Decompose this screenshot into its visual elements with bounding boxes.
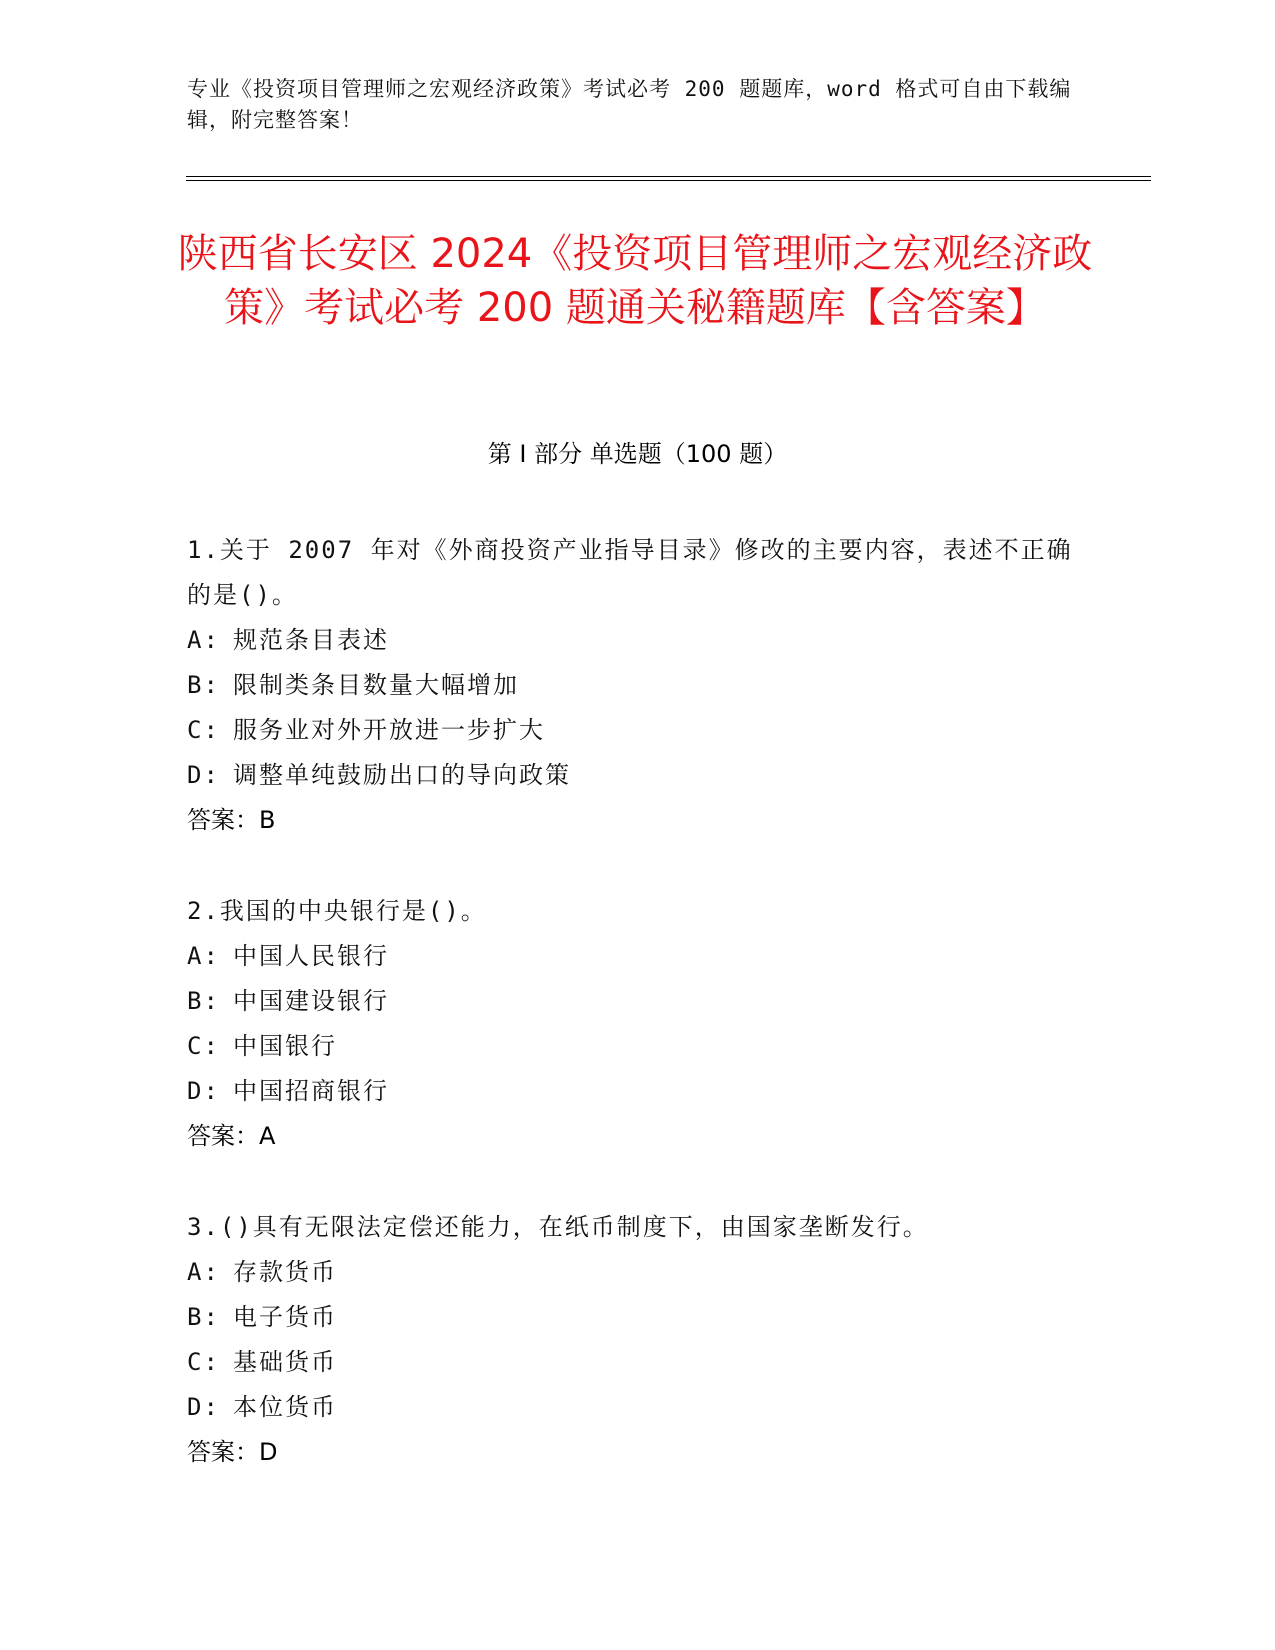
question-3: [187, 1205, 1087, 1475]
option-letter: C:: [187, 716, 220, 744]
question-stem: 2.我国的中央银行是()。: [187, 897, 487, 925]
option-b: [187, 663, 1087, 708]
option-letter: D:: [187, 761, 220, 789]
option-a: [187, 1250, 1087, 1295]
answer-line: 答案：A: [187, 1122, 276, 1150]
section-title: 第 I 部分 单选题（100 题）: [487, 440, 788, 468]
option-letter: C:: [187, 1348, 220, 1376]
option-c: [187, 1340, 1087, 1385]
option-b: [187, 979, 1087, 1024]
option-letter: A:: [187, 1258, 220, 1286]
option-letter: A:: [187, 942, 220, 970]
option-letter: B:: [187, 987, 220, 1015]
option-letter: B:: [187, 1303, 220, 1331]
option-text: 中国建设银行: [233, 987, 389, 1015]
option-text: 规范条目表述: [233, 626, 389, 654]
option-b: [187, 1295, 1087, 1340]
answer-line: 答案：D: [187, 1438, 278, 1466]
document-title: 陕西省长安区 2024《投资项目管理师之宏观经济政策》考试必考 200 题通关秘籍题库【含答案】: [177, 231, 1093, 331]
option-text: 调整单纯鼓励出口的导向政策: [233, 761, 571, 789]
option-text: 中国招商银行: [233, 1077, 389, 1105]
option-d: [187, 753, 1087, 798]
option-d: [187, 1069, 1087, 1114]
option-text: 服务业对外开放进一步扩大: [233, 716, 545, 744]
option-text: 中国银行: [233, 1032, 337, 1060]
question-stem: 3.()具有无限法定偿还能力，在纸币制度下，由国家垄断发行。: [187, 1213, 929, 1241]
header-divider: [186, 176, 1151, 181]
option-letter: D:: [187, 1393, 220, 1421]
option-text: 电子货币: [233, 1303, 337, 1331]
header-note: 专业《投资项目管理师之宏观经济政策》考试必考 200 题题库，word 格式可自由下载编辑，附完整答案！: [187, 77, 1072, 132]
answer-line: 答案：B: [187, 806, 276, 834]
option-c: [187, 708, 1087, 753]
option-a: [187, 618, 1087, 663]
question-stem: 1.关于 2007 年对《外商投资产业指导目录》修改的主要内容，表述不正确的是()。: [187, 536, 1073, 609]
question-2: [187, 889, 1087, 1159]
option-d: [187, 1385, 1087, 1430]
option-text: 存款货币: [233, 1258, 337, 1286]
option-text: 中国人民银行: [233, 942, 389, 970]
option-c: [187, 1024, 1087, 1069]
option-letter: C:: [187, 1032, 220, 1060]
option-letter: A:: [187, 626, 220, 654]
option-letter: D:: [187, 1077, 220, 1105]
option-text: 限制类条目数量大幅增加: [233, 671, 519, 699]
option-text: 本位货币: [233, 1393, 337, 1421]
option-a: [187, 934, 1087, 979]
question-list: [187, 528, 1087, 1521]
option-text: 基础货币: [233, 1348, 337, 1376]
option-letter: B:: [187, 671, 220, 699]
question-1: [187, 528, 1087, 843]
